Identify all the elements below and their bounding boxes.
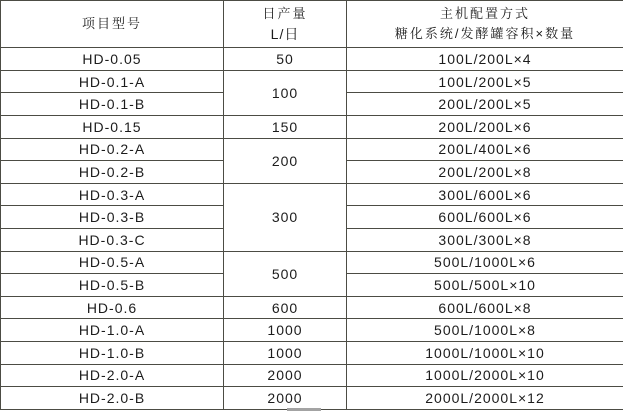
model-cell: HD-0.1-B: [1, 93, 224, 116]
config-cell: 100L/200L×4: [347, 48, 623, 71]
output-cell: 2000: [224, 364, 347, 387]
header-output-line1: 日产量: [262, 6, 308, 22]
table-row: [1, 48, 623, 71]
model-cell: HD-2.0-B: [1, 387, 224, 410]
table-row: [1, 387, 623, 410]
model-cell: HD-0.15: [1, 116, 224, 139]
header-config-line2: 糖化系统/发酵罐容积×数量: [394, 26, 576, 42]
config-cell: 600L/600L×6: [347, 206, 623, 229]
header-output-line2: L/日: [270, 26, 300, 43]
config-cell: 300L/600L×6: [347, 183, 623, 206]
model-cell: HD-0.5-B: [1, 274, 224, 297]
config-cell: 200L/200L×5: [347, 93, 623, 116]
config-cell: 200L/200L×6: [347, 116, 623, 139]
model-cell: HD-0.5-A: [1, 251, 224, 274]
output-cell: 600: [224, 296, 347, 319]
config-cell: 1000L/2000L×10: [347, 364, 623, 387]
header-model-label: 项目型号: [81, 16, 142, 32]
header-output: [224, 1, 347, 48]
output-cell: 1000: [224, 341, 347, 364]
model-cell: HD-0.3-B: [1, 206, 224, 229]
table-row: [1, 251, 623, 274]
table-row: [1, 364, 623, 387]
config-cell: 500L/1000L×6: [347, 251, 623, 274]
output-cell: 50: [224, 48, 347, 71]
config-cell: 500L/1000L×8: [347, 319, 623, 342]
table-row: [1, 70, 623, 93]
output-cell: 200: [224, 138, 347, 183]
model-cell: HD-0.1-A: [1, 70, 224, 93]
config-cell: 200L/400L×6: [347, 138, 623, 161]
table-row: [1, 341, 623, 364]
model-cell: HD-0.2-A: [1, 138, 224, 161]
output-cell: 1000: [224, 319, 347, 342]
table-row: [1, 319, 623, 342]
model-cell: HD-0.6: [1, 296, 224, 319]
header-config-line1: 主机配置方式: [439, 6, 530, 22]
model-cell: HD-0.2-B: [1, 161, 224, 184]
output-cell: 300: [224, 183, 347, 251]
config-cell: 1000L/1000L×10: [347, 341, 623, 364]
table-resize-handle[interactable]: [287, 408, 321, 411]
model-cell: HD-1.0-B: [1, 341, 224, 364]
config-cell: 300L/300L×8: [347, 229, 623, 252]
output-cell: 150: [224, 116, 347, 139]
table-row: [1, 138, 623, 161]
config-cell: 100L/200L×5: [347, 70, 623, 93]
header-config: [347, 1, 623, 48]
model-cell: HD-0.05: [1, 48, 224, 71]
header-model: [1, 1, 224, 48]
config-cell: 500L/500L×10: [347, 274, 623, 297]
table-row: [1, 183, 623, 206]
config-cell: 200L/200L×8: [347, 161, 623, 184]
table-row: [1, 116, 623, 139]
output-cell: 500: [224, 251, 347, 296]
header-row: [1, 1, 623, 48]
model-cell: HD-0.3-A: [1, 183, 224, 206]
table-row: [1, 296, 623, 319]
output-cell: 2000: [224, 387, 347, 410]
model-cell: HD-0.3-C: [1, 229, 224, 252]
model-cell: HD-2.0-A: [1, 364, 224, 387]
config-cell: 600L/600L×8: [347, 296, 623, 319]
config-cell: 2000L/2000L×12: [347, 387, 623, 410]
model-cell: HD-1.0-A: [1, 319, 224, 342]
output-cell: 100: [224, 70, 347, 115]
